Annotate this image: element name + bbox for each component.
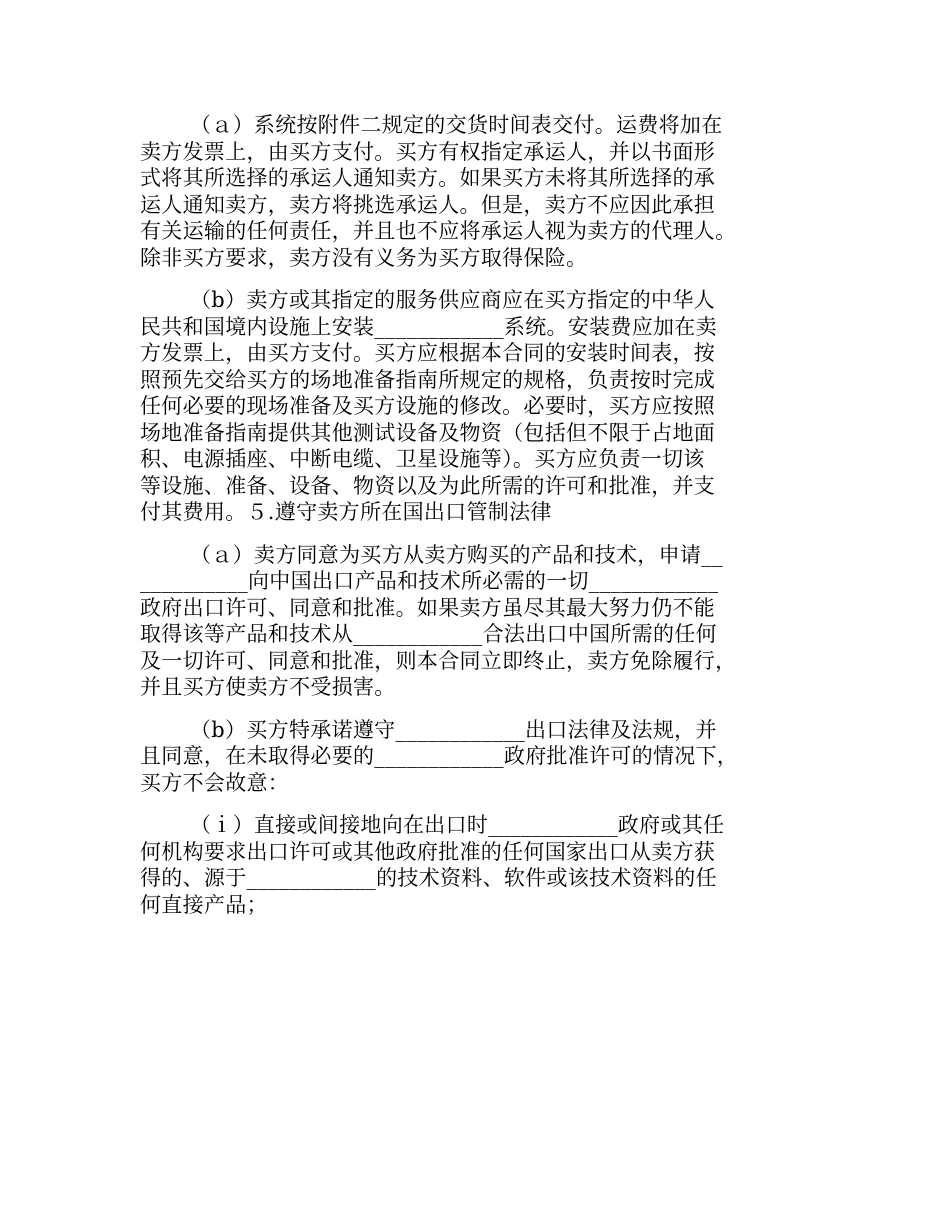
text-line: 政府出口许可、同意和批准。如果卖方虽尽其最大努力仍不能 — [140, 595, 716, 620]
text-line: 并且买方使卖方不受损害。 — [140, 675, 396, 699]
text-line: 场地准备指南提供其他测试设备及物资（包括但不限于占地面 — [140, 420, 716, 445]
paragraph-delivery — [140, 112, 840, 271]
text-line: （b）买方特承诺遵守____________出口法律及法规，并 — [190, 717, 717, 742]
text-line: 运人通知卖方，卖方将挑选承运人。但是，卖方不应因此承担 — [140, 192, 716, 217]
text-line: （ｉ）直接或间接地向在出口时____________政府或其任 — [190, 813, 725, 837]
text-line: 买方不会故意： — [140, 770, 290, 795]
text-line: 等设施、准备、设备、物资以及为此所需的许可和批准，并支 — [140, 473, 716, 498]
paragraph-export-license — [140, 542, 840, 701]
text-line: 积、电源插座、中断电缆、卫星设施等）。买方应负责一切该 — [140, 447, 705, 471]
text-line: 何直接产品； — [140, 892, 268, 917]
text-line: （b）卖方或其指定的服务供应商应在买方指定的中华人 — [190, 288, 715, 312]
text-line: __________向中国出口产品和技术所必需的一切____________ — [140, 569, 719, 593]
text-line: 任何必要的现场准备及买方设施的修改。必要时，买方应按照 — [140, 394, 716, 418]
paragraph-clause-i — [140, 812, 840, 918]
text-line: 照预先交给买方的场地准备指南所规定的规格，负责按时完成 — [140, 367, 716, 392]
text-line: 且同意，在未取得必要的____________政府批准许可的情况下， — [140, 744, 739, 768]
text-line: 方发票上，由买方支付。买方应根据本合同的安装时间表，按 — [140, 341, 716, 365]
text-line: 式将其所选择的承运人通知卖方。如果买方未将其所选择的承 — [140, 166, 716, 190]
text-line: 民共和国境内设施上安装____________系统。安装费应加在卖 — [140, 314, 717, 339]
text-line: 卖方发票上，由买方支付。买方有权指定承运人，并以书面形 — [140, 139, 716, 164]
text-line: 得的、源于____________的技术资料、软件或该技术资料的任 — [140, 866, 717, 890]
paragraph-installation — [140, 287, 840, 526]
text-line: 何机构要求出口许可或其他政府批准的任何国家出口从卖方获 — [140, 839, 716, 864]
text-line: （ａ）卖方同意为买方从卖方购买的产品和技术，申请__ — [190, 542, 723, 567]
text-line: （ａ）系统按附件二规定的交货时间表交付。运费将加在 — [190, 113, 723, 137]
text-line: 付其费用。５.遵守卖方所在国出口管制法律 — [140, 500, 552, 524]
text-line: 及一切许可、同意和批准，则本合同立即终止，卖方免除履行， — [140, 648, 737, 673]
text-line: 除非买方要求，卖方没有义务为买方取得保险。 — [140, 245, 588, 270]
document-page — [140, 112, 840, 934]
text-line: 取得该等产品和技术从____________合法出口中国所需的任何 — [140, 622, 717, 646]
text-line: 有关运输的任何责任，并且也不应将承运人视为卖方的代理人。 — [140, 219, 737, 243]
paragraph-buyer-compliance — [140, 717, 840, 797]
